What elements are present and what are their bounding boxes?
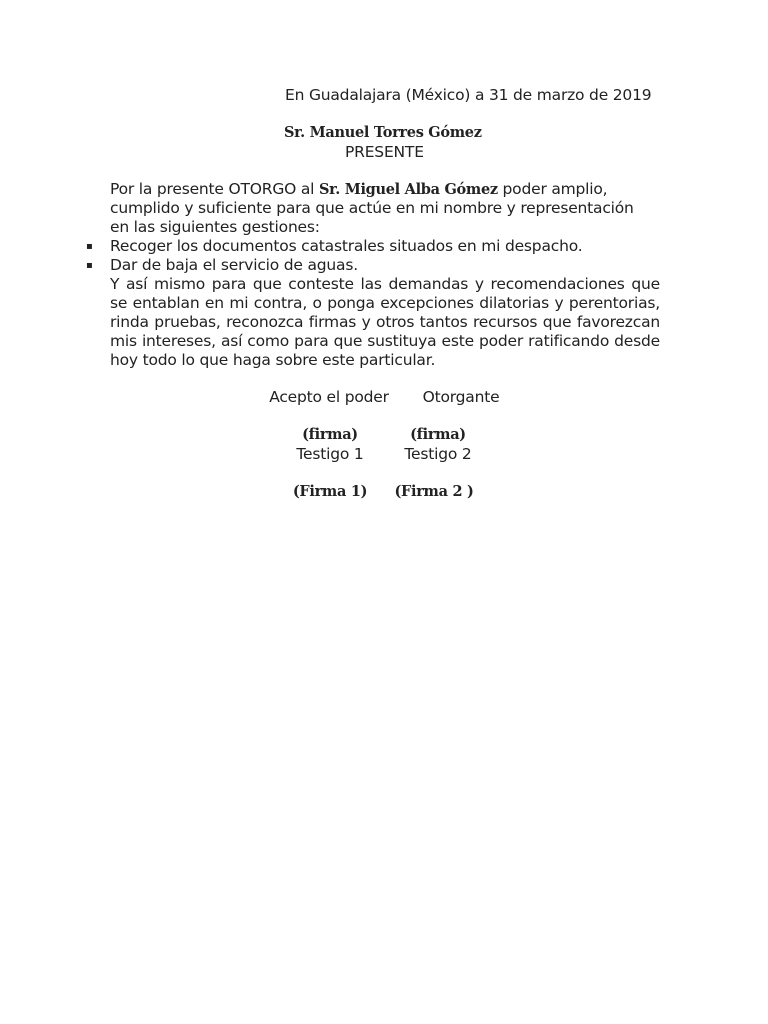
bullet-icon: ▪ xyxy=(86,241,93,252)
grantor-label: Otorgante xyxy=(422,388,500,406)
firma-1: (Firma 1) xyxy=(292,483,368,500)
closing-line: Y así mismo para que conteste las demandas y recomendaciones que xyxy=(110,275,660,293)
body-line-2: cumplido y suficiente para que actúe en mi nombre y representación xyxy=(110,199,634,217)
closing-line: hoy todo lo que haga sobre este particular. xyxy=(110,351,436,369)
list-item-text: Dar de baja el servicio de aguas. xyxy=(110,256,358,274)
list-item-text: Recoger los documentos catastrales situados en mi despacho. xyxy=(110,237,583,255)
accept-label: Acepto el poder xyxy=(269,388,389,406)
letter-body xyxy=(86,180,660,370)
grantee-name: Sr. Miguel Alba Gómez xyxy=(319,181,498,198)
firma-2: (Firma 2 ) xyxy=(394,483,474,500)
list-item xyxy=(86,256,660,275)
closing-line: se entablan en mi contra, o ponga excepciones dilatorias y perentorias, xyxy=(110,294,660,312)
recipient-name: Sr. Manuel Torres Gómez xyxy=(284,124,482,141)
closing-line: mis intereses, así como para que sustituya este poder ratificando desde xyxy=(110,332,660,350)
signature-right: (firma) xyxy=(410,426,466,443)
date-line: En Guadalajara (México) a 31 de marzo de 2019 xyxy=(285,86,652,104)
body-intro: Por la presente OTORGO al xyxy=(110,180,315,198)
closing-line: rinda pruebas, reconozca firmas y otros tantos recursos que favorezcan xyxy=(110,313,660,331)
body-line-3: en las siguientes gestiones: xyxy=(110,218,320,236)
witness-1-label: Testigo 1 xyxy=(296,445,364,463)
witness-2-label: Testigo 2 xyxy=(404,445,472,463)
body-intro-end: poder amplio, xyxy=(502,180,608,198)
signature-left: (firma) xyxy=(302,426,358,443)
recipient-title: PRESENTE xyxy=(345,143,424,161)
bullet-icon: ▪ xyxy=(86,260,93,271)
body-line-1 xyxy=(110,180,660,199)
list-item xyxy=(86,237,660,256)
